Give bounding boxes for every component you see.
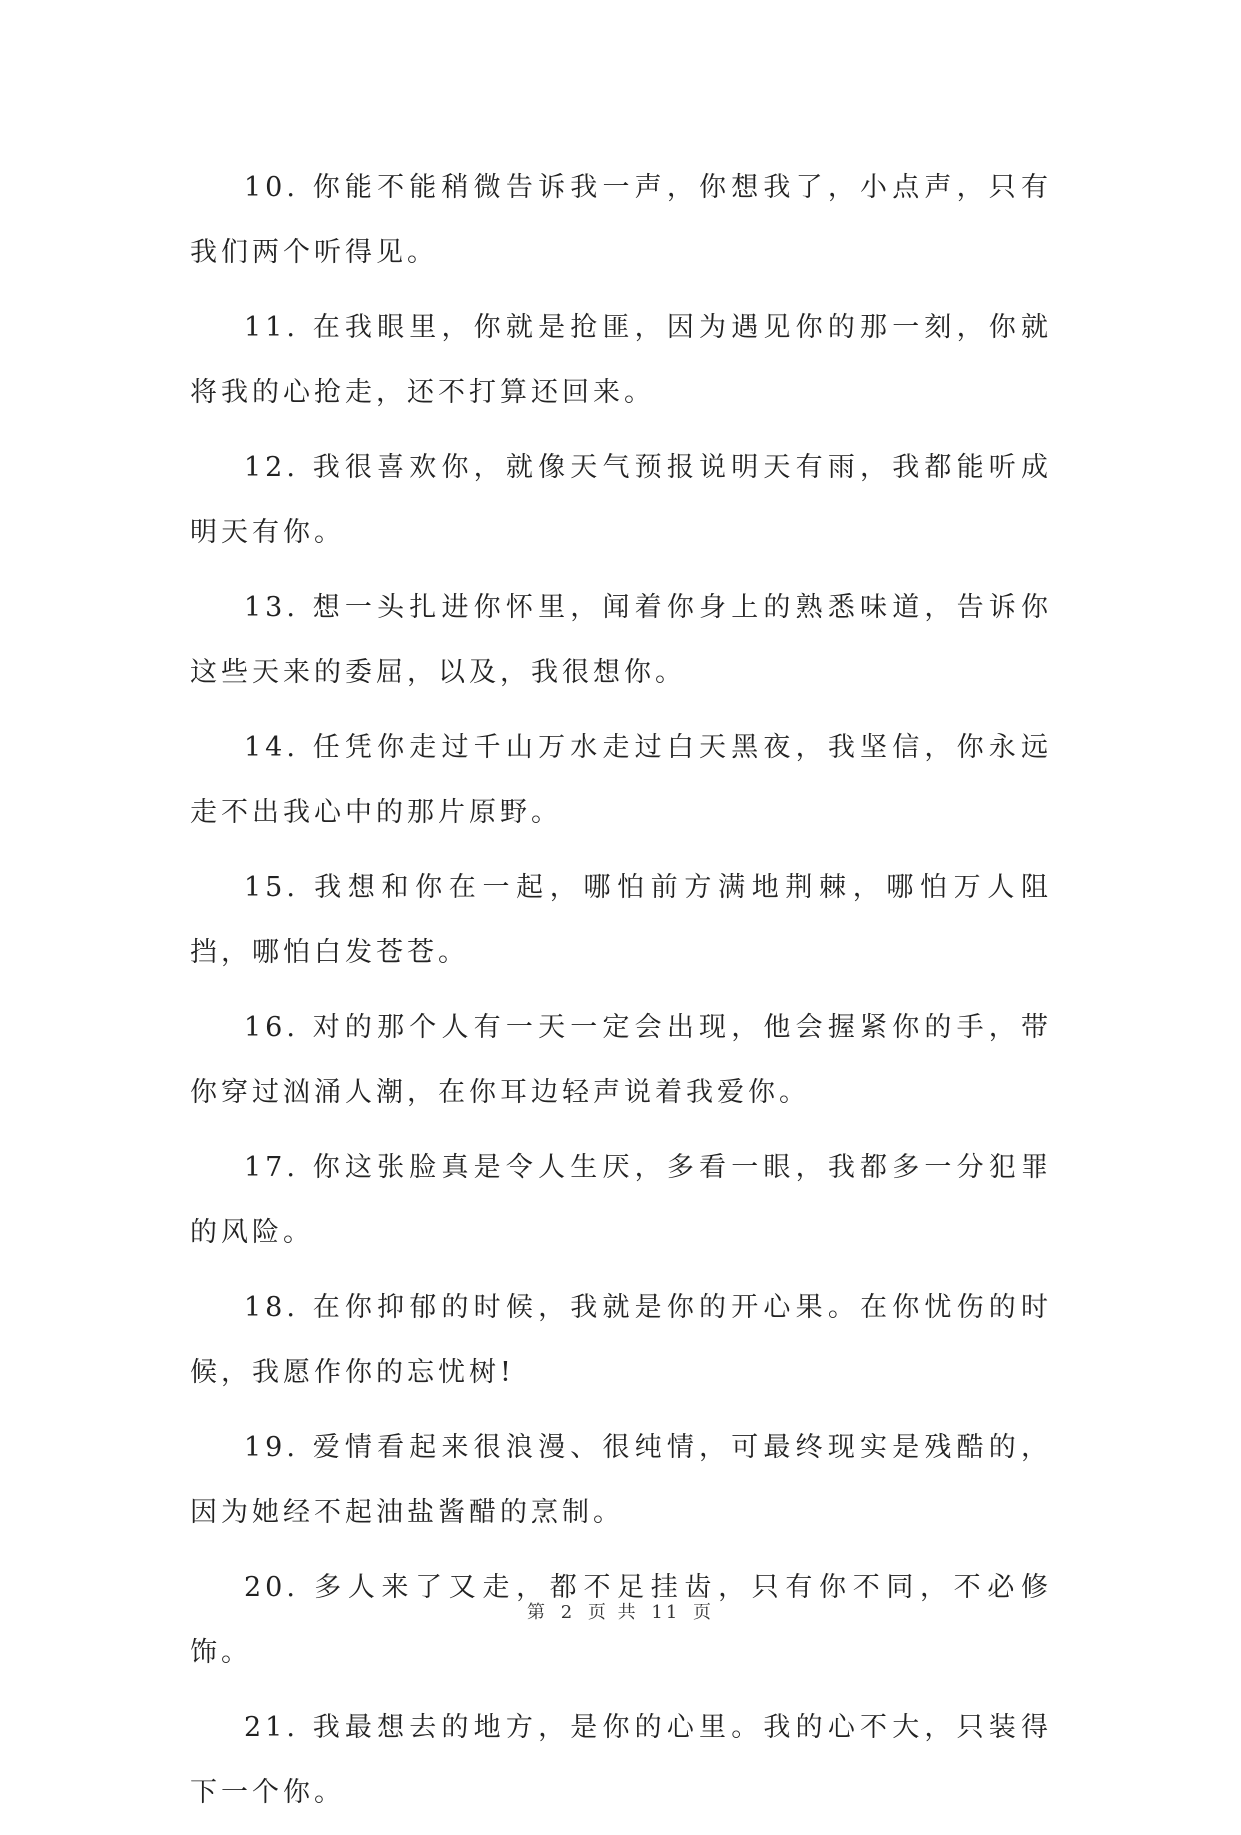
paragraph-10: 10. 你能不能稍微告诉我一声，你想我了，小点声，只有我们两个听得见。 xyxy=(190,172,1052,268)
paragraph-17: 17. 你这张脸真是令人生厌，多看一眼，我都多一分犯罪的风险。 xyxy=(190,1152,1052,1248)
paragraph-13: 13. 想一头扎进你怀里，闻着你身上的熟悉味道，告诉你这些天来的委屈，以及，我很想你。 xyxy=(190,592,1052,688)
paragraph-20: 20. 多人来了又走，都不足挂齿，只有你不同，不必修饰。 xyxy=(190,1572,1052,1668)
paragraph-14: 14. 任凭你走过千山万水走过白天黑夜，我坚信，你永远走不出我心中的那片原野。 xyxy=(190,732,1052,828)
paragraph-12: 12. 我很喜欢你，就像天气预报说明天有雨，我都能听成明天有你。 xyxy=(190,452,1052,548)
footer-total-pages: 11 xyxy=(651,1602,681,1623)
paragraph-21: 21. 我最想去的地方，是你的心里。我的心不大，只装得下一个你。 xyxy=(190,1712,1052,1808)
page-footer xyxy=(0,1598,1241,1624)
paragraph-15: 15. 我想和你在一起，哪怕前方满地荆棘，哪怕万人阻挡，哪怕白发苍苍。 xyxy=(190,872,1052,968)
footer-middle: 页 共 xyxy=(587,1602,639,1623)
footer-prefix: 第 xyxy=(526,1602,548,1623)
paragraph-16: 16. 对的那个人有一天一定会出现，他会握紧你的手，带你穿过汹涌人潮，在你耳边轻声说着我爱你。 xyxy=(190,1012,1052,1108)
paragraph-19: 19. 爱情看起来很浪漫、很纯情，可最终现实是残酷的，因为她经不起油盐酱醋的烹制。 xyxy=(190,1432,1052,1528)
paragraph-11: 11. 在我眼里，你就是抢匪，因为遇见你的那一刻，你就将我的心抢走，还不打算还回来。 xyxy=(190,312,1052,408)
footer-current-page: 2 xyxy=(560,1602,576,1623)
document-body xyxy=(190,155,1052,1835)
footer-suffix: 页 xyxy=(693,1602,715,1623)
paragraph-18: 18. 在你抑郁的时候，我就是你的开心果。在你忧伤的时候，我愿作你的忘忧树! xyxy=(190,1292,1052,1388)
